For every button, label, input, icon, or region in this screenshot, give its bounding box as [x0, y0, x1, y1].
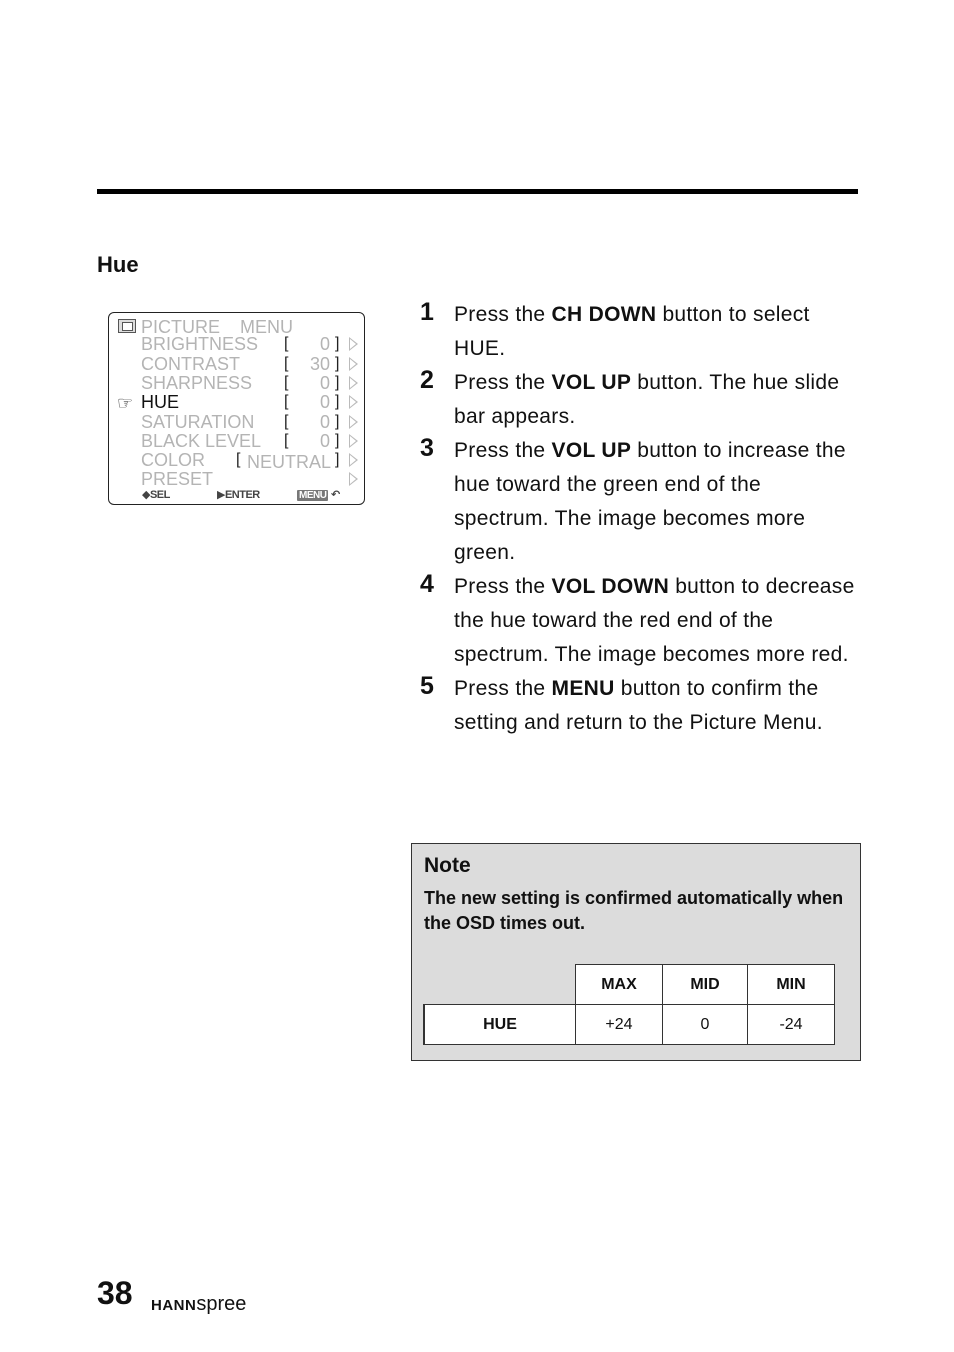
arrow-right-icon [349, 357, 358, 371]
bracket-right: ] [335, 393, 340, 410]
osd-picture-menu [108, 312, 365, 505]
table-header-max: MAX [576, 965, 663, 1005]
osd-title: PICTURE MENU [141, 317, 294, 337]
arrow-right-icon [349, 434, 358, 448]
table-header-row [424, 965, 835, 1005]
step-2: 2 Press the VOL UP button. The hue slide bar appears. [420, 366, 840, 428]
step-3: 3 Press the VOL UP button to increase the hue toward the green end of the spectrum. The image becomes more green. [420, 434, 846, 564]
table-corner [424, 965, 576, 1005]
note-title: Note [424, 854, 471, 877]
bracket-left: [ [284, 393, 289, 410]
osd-footer-enter: ▶ENTER [217, 489, 260, 501]
arrow-right-icon [349, 472, 358, 486]
bracket-left: [ [284, 335, 289, 352]
table-cell-mid: 0 [663, 1005, 748, 1045]
hue-range-table [423, 964, 835, 1045]
osd-row-contrast: CONTRAST [ 30 ] [109, 354, 364, 374]
brand-logo: HANNspree [151, 1293, 247, 1315]
bracket-right: ] [335, 355, 340, 372]
bracket-left: [ [236, 451, 241, 468]
note-box [411, 843, 861, 1061]
table-header-min: MIN [748, 965, 835, 1005]
top-rule [97, 189, 858, 194]
arrow-right-icon [349, 415, 358, 429]
osd-row-saturation: SATURATION [ 0 ] [109, 412, 364, 432]
bracket-left: [ [284, 374, 289, 391]
return-icon: ↶ [331, 489, 340, 501]
bracket-right: ] [335, 451, 340, 468]
step-4: 4 Press the VOL DOWN button to decrease the hue toward the red end of the spectrum. The image becomes more red. [420, 570, 855, 666]
section-title: Hue [97, 252, 139, 277]
bracket-right: ] [335, 335, 340, 352]
arrow-right-icon [349, 395, 358, 409]
note-text: The new setting is confirmed automatically when the OSD times out. [424, 888, 844, 933]
table-header-mid: MID [663, 965, 748, 1005]
osd-row-sharpness: SHARPNESS [ 0 ] [109, 373, 364, 393]
bracket-right: ] [335, 432, 340, 449]
osd-row-hue: HUE [ 0 ] [109, 392, 364, 412]
osd-row-preset: PRESET [109, 469, 364, 489]
table-row [424, 1005, 835, 1045]
diamond-icon: ◆ [142, 489, 150, 501]
bracket-right: ] [335, 413, 340, 430]
bracket-left: [ [284, 432, 289, 449]
table-row-label: HUE [424, 1005, 576, 1045]
osd-row-brightness: BRIGHTNESS [ 0 ] [109, 334, 364, 354]
osd-footer-menu: MENU ↶ [299, 489, 340, 501]
bracket-left: [ [284, 355, 289, 372]
bracket-right: ] [335, 374, 340, 391]
arrow-right-icon [349, 376, 358, 390]
table-cell-min: -24 [748, 1005, 835, 1045]
osd-footer-sel: ◆SEL [142, 489, 170, 501]
arrow-right-icon [349, 337, 358, 351]
osd-row-black-level: BLACK LEVEL [ 0 ] [109, 431, 364, 451]
instruction-steps [420, 298, 860, 740]
page-number: 38 [97, 1275, 133, 1311]
step-1: 1 Press the CH DOWN button to select HUE. [420, 298, 810, 360]
osd-row-color: COLOR [ NEUTRAL ] [109, 450, 364, 470]
pointing-hand-icon: ☞ [117, 393, 134, 413]
table-cell-max: +24 [576, 1005, 663, 1045]
arrow-right-icon [349, 453, 358, 467]
bracket-left: [ [284, 413, 289, 430]
step-5: 5 Press the MENU button to confirm the setting and return to the Picture Menu. [420, 672, 823, 734]
play-icon: ▶ [217, 489, 225, 501]
